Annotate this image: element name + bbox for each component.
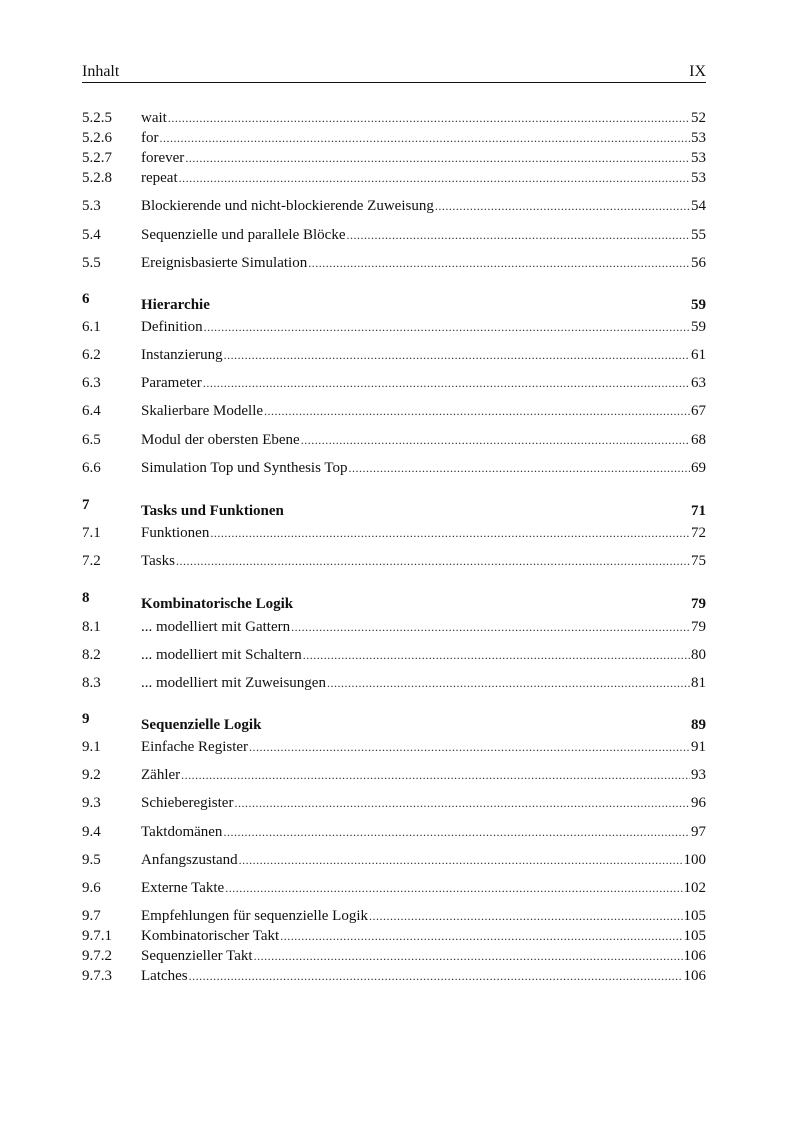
toc-chapter-row <box>82 709 706 733</box>
toc-entry <box>141 108 706 128</box>
toc-section-title: Funktionen <box>141 525 210 541</box>
toc-section-title: Ereignisbasierte Simulation <box>141 255 308 271</box>
toc-dot-leader <box>211 289 690 309</box>
toc-section-number: 5.4 <box>82 227 101 243</box>
toc-entry-row <box>82 946 706 966</box>
toc-dot-leader <box>189 966 683 986</box>
toc-section-title: Sequenzielle und parallele Blöcke <box>141 227 346 243</box>
toc-section-title: Empfehlungen für sequenzielle Logik <box>141 908 369 924</box>
toc-section-title: Sequenzieller Takt <box>141 948 253 964</box>
toc-entry-row <box>82 906 706 926</box>
toc-entry <box>141 645 706 665</box>
toc-page-number: 81 <box>691 675 706 691</box>
toc-page-number: 72 <box>691 525 706 541</box>
toc-section-title: Anfangszustand <box>141 852 238 868</box>
toc-section-title: ... modelliert mit Gattern <box>141 619 291 635</box>
toc-entry-row <box>82 458 706 478</box>
toc-entry <box>141 148 706 168</box>
toc-section-number: 7.2 <box>82 553 101 569</box>
toc-dot-leader <box>308 253 690 273</box>
toc-dot-leader <box>349 458 690 478</box>
toc-page-number: 67 <box>691 403 706 419</box>
toc-chapter-row <box>82 495 706 519</box>
toc-page-number: 53 <box>691 170 706 186</box>
toc-entry <box>141 822 706 842</box>
toc-page-number: 56 <box>691 255 706 271</box>
toc-entry <box>141 289 706 315</box>
toc-section-title: Zähler <box>141 767 181 783</box>
toc-page-number: 106 <box>683 948 706 964</box>
toc-chapter-row <box>82 588 706 612</box>
running-head-page-number: IX <box>689 63 706 80</box>
toc-entry-row <box>82 108 706 128</box>
toc-entry <box>141 673 706 693</box>
toc-entry-row <box>82 253 706 273</box>
toc-page-number: 54 <box>691 198 706 214</box>
toc-entry <box>141 737 706 757</box>
toc-section-title: Schieberegister <box>141 795 234 811</box>
toc-page-number: 106 <box>683 968 706 984</box>
toc-page-number: 105 <box>683 908 706 924</box>
toc-entry-row <box>82 673 706 693</box>
toc-entry-row <box>82 225 706 245</box>
toc-dot-leader <box>223 822 690 842</box>
toc-chapter-row <box>82 289 706 313</box>
toc-entry <box>141 878 706 898</box>
toc-section-number: 7 <box>82 497 90 513</box>
toc-entry <box>141 966 706 986</box>
toc-entry-row <box>82 850 706 870</box>
toc-section-title: Parameter <box>141 375 202 391</box>
toc-dot-leader <box>280 926 682 946</box>
toc-section-number: 6.1 <box>82 319 101 335</box>
toc-entry <box>141 495 706 521</box>
toc-dot-leader <box>291 617 690 637</box>
toc-section-number: 5.2.8 <box>82 170 112 186</box>
toc-section-number: 5.3 <box>82 198 101 214</box>
toc-section-title: Tasks und Funktionen <box>141 503 284 519</box>
toc-page-number: 61 <box>691 347 706 363</box>
toc-entry-row <box>82 401 706 421</box>
toc-entry-row <box>82 196 706 216</box>
toc-section-number: 8 <box>82 590 90 606</box>
toc-entry <box>141 345 706 365</box>
toc-section-title: Skalierbare Modelle <box>141 403 264 419</box>
toc-dot-leader <box>179 168 690 188</box>
toc-section-number: 7.1 <box>82 525 101 541</box>
toc-section-title: Kombinatorische Logik <box>141 596 294 612</box>
toc-entry-row <box>82 373 706 393</box>
toc-entry-row <box>82 822 706 842</box>
toc-entry <box>141 225 706 245</box>
toc-page-number: 96 <box>691 795 706 811</box>
toc-entry <box>141 709 706 735</box>
toc-entry-row <box>82 645 706 665</box>
toc-entry <box>141 128 706 148</box>
toc-dot-leader <box>435 196 690 216</box>
toc-page-number: 91 <box>691 739 706 755</box>
toc-section-title: Sequenzielle Logik <box>141 717 262 733</box>
toc-section-title: Kombinatorischer Takt <box>141 928 280 944</box>
toc-dot-leader <box>203 373 690 393</box>
toc-entry-row <box>82 551 706 571</box>
toc-dot-leader <box>254 946 683 966</box>
toc-entry <box>141 253 706 273</box>
toc-section-number: 6.5 <box>82 432 101 448</box>
toc-dot-leader <box>176 551 690 571</box>
toc-section-title: Blockierende und nicht-blockierende Zuweisung <box>141 198 434 214</box>
toc-dot-leader <box>327 673 690 693</box>
toc-entry <box>141 551 706 571</box>
toc-entry <box>141 906 706 926</box>
toc-page-number: 100 <box>683 852 706 868</box>
toc-page-number: 59 <box>691 319 706 335</box>
toc-section-title: forever <box>141 150 185 166</box>
toc-section-title: Definition <box>141 319 203 335</box>
toc-page-number: 105 <box>683 928 706 944</box>
toc-page-number: 71 <box>691 503 706 519</box>
toc-page-number: 79 <box>691 619 706 635</box>
toc-section-number: 8.3 <box>82 675 101 691</box>
toc-dot-leader <box>369 906 682 926</box>
toc-section-title: ... modelliert mit Zuweisungen <box>141 675 326 691</box>
toc-page-number: 97 <box>691 824 706 840</box>
toc-entry <box>141 196 706 216</box>
toc-section-title: for <box>141 130 159 146</box>
toc-section-number: 6 <box>82 291 90 307</box>
toc-page-number: 89 <box>691 717 706 733</box>
toc-page-number: 75 <box>691 553 706 569</box>
toc-section-title: Modul der obersten Ebene <box>141 432 300 448</box>
toc-dot-leader <box>239 850 683 870</box>
toc-section-title: Latches <box>141 968 188 984</box>
toc-entry-row <box>82 793 706 813</box>
toc-entry <box>141 373 706 393</box>
toc-dot-leader <box>301 430 690 450</box>
toc-entry-row <box>82 168 706 188</box>
toc-entry-row <box>82 148 706 168</box>
toc-entry-row <box>82 430 706 450</box>
toc-entry <box>141 317 706 337</box>
toc-entry-row <box>82 926 706 946</box>
toc-page-number: 53 <box>691 150 706 166</box>
toc-section-title: repeat <box>141 170 178 186</box>
toc-entry-row <box>82 317 706 337</box>
toc-page-number: 102 <box>683 880 706 896</box>
toc-dot-leader <box>185 148 690 168</box>
toc-section-title: Taktdomänen <box>141 824 223 840</box>
toc-section-title: Tasks <box>141 553 175 569</box>
toc-entry-row <box>82 523 706 543</box>
toc-section-number: 8.2 <box>82 647 101 663</box>
toc-section-title: ... modelliert mit Schaltern <box>141 647 302 663</box>
toc-section-number: 5.2.5 <box>82 110 112 126</box>
toc-entry-row <box>82 617 706 637</box>
toc-dot-leader <box>224 345 690 365</box>
toc-entry <box>141 523 706 543</box>
toc-entry-row <box>82 878 706 898</box>
toc-dot-leader <box>181 765 690 785</box>
toc-entry-row <box>82 765 706 785</box>
toc-section-number: 5.5 <box>82 255 101 271</box>
toc-page-number: 59 <box>691 297 706 313</box>
toc-entry <box>141 458 706 478</box>
toc-section-title: Instanzierung <box>141 347 223 363</box>
toc-section-number: 6.6 <box>82 460 101 476</box>
toc-section-title: Einfache Register <box>141 739 249 755</box>
toc-page-number: 68 <box>691 432 706 448</box>
toc-section-number: 9.7 <box>82 908 101 924</box>
toc-entry-row <box>82 737 706 757</box>
toc-dot-leader <box>285 495 690 515</box>
toc-section-number: 9.7.2 <box>82 948 112 964</box>
toc-section-title: wait <box>141 110 167 126</box>
toc-section-number: 9.6 <box>82 880 101 896</box>
toc-entry <box>141 168 706 188</box>
toc-dot-leader <box>264 401 690 421</box>
toc-entry <box>141 946 706 966</box>
toc-section-number: 9 <box>82 711 90 727</box>
toc-entry <box>141 850 706 870</box>
toc-entry <box>141 588 706 614</box>
toc-section-title: Simulation Top und Synthesis Top <box>141 460 348 476</box>
toc-entry <box>141 617 706 637</box>
toc-page-number: 79 <box>691 596 706 612</box>
toc-section-number: 9.5 <box>82 852 101 868</box>
toc-entry-row <box>82 128 706 148</box>
toc-section-number: 9.1 <box>82 739 101 755</box>
toc-page-number: 55 <box>691 227 706 243</box>
toc-dot-leader <box>160 128 691 148</box>
toc-section-number: 9.3 <box>82 795 101 811</box>
toc-dot-leader <box>347 225 691 245</box>
running-head-title: Inhalt <box>82 63 120 80</box>
toc-entry <box>141 765 706 785</box>
toc-entry-row <box>82 345 706 365</box>
toc-entry <box>141 926 706 946</box>
toc-dot-leader <box>210 523 690 543</box>
toc-page-number: 69 <box>691 460 706 476</box>
toc-page-number: 52 <box>691 110 706 126</box>
toc-section-number: 6.3 <box>82 375 101 391</box>
toc-section-number: 9.7.1 <box>82 928 112 944</box>
toc-page-number: 63 <box>691 375 706 391</box>
toc-section-title: Externe Takte <box>141 880 225 896</box>
toc-entry <box>141 401 706 421</box>
toc-section-number: 9.4 <box>82 824 101 840</box>
toc-section-number: 8.1 <box>82 619 101 635</box>
toc-page-number: 80 <box>691 647 706 663</box>
toc-section-number: 6.4 <box>82 403 101 419</box>
toc-section-number: 9.7.3 <box>82 968 112 984</box>
toc-dot-leader <box>234 793 690 813</box>
toc-section-number: 9.2 <box>82 767 101 783</box>
toc-dot-leader <box>204 317 690 337</box>
toc-section-number: 6.2 <box>82 347 101 363</box>
toc-page-number: 53 <box>691 130 706 146</box>
toc-dot-leader <box>303 645 690 665</box>
toc-dot-leader <box>168 108 690 128</box>
toc-entry <box>141 793 706 813</box>
toc-section-number: 5.2.7 <box>82 150 112 166</box>
toc-dot-leader <box>294 588 690 608</box>
toc-entry-row <box>82 966 706 986</box>
toc-dot-leader <box>225 878 682 898</box>
toc-section-number: 5.2.6 <box>82 130 112 146</box>
toc-dot-leader <box>249 737 690 757</box>
toc-section-title: Hierarchie <box>141 297 210 313</box>
toc-dot-leader <box>262 709 690 729</box>
toc-page-number: 93 <box>691 767 706 783</box>
toc-entry <box>141 430 706 450</box>
